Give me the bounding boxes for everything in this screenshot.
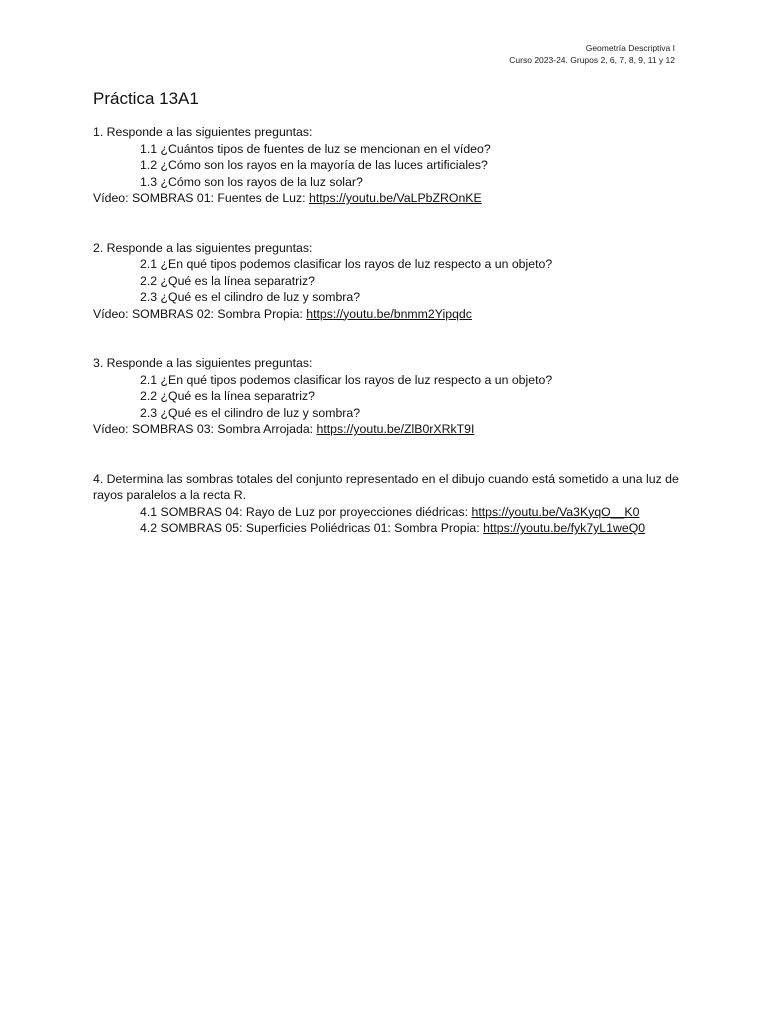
video-link[interactable]: https://youtu.be/bnmm2Yipqdc [306,306,472,321]
video-reference [93,190,693,207]
video-label: Vídeo: SOMBRAS 02: Sombra Propia: [93,306,307,321]
video-reference [93,520,693,537]
video-label: 4.1 SOMBRAS 04: Rayo de Luz por proyecciones diédricas: [140,504,472,519]
section-2 [93,240,693,323]
section-intro: 1. Responde a las siguientes preguntas: [93,125,313,139]
question-item: 1.2 ¿Cómo son los rayos en la mayoría de las luces artificiales? [140,158,488,172]
video-link[interactable]: https://youtu.be/VaLPbZROnKE [309,191,482,205]
video-link[interactable]: https://youtu.be/fyk7yL1weQ0 [483,521,646,535]
question-item: 2.1 ¿En qué tipos podemos clasificar los rayos de luz respecto a un objeto? [140,372,553,387]
document-body [93,124,693,570]
question-item: 1.3 ¿Cómo son los rayos de la luz solar? [140,174,363,189]
section-3 [93,355,693,438]
section-1 [93,124,693,207]
video-label: Vídeo: SOMBRAS 03: Sombra Arrojada: [93,422,317,436]
section-intro: 2. Responde a las siguientes preguntas: [93,240,313,255]
section-intro: 3. Responde a las siguientes preguntas: [93,356,313,370]
video-link[interactable]: https://youtu.be/ZlB0rXRkT9I [316,422,475,436]
question-item: 2.2 ¿Qué es la línea separatriz? [140,389,315,403]
page-title: Práctica 13A1 [93,89,199,108]
video-link[interactable]: https://youtu.be/Va3KyqO__K0 [471,504,640,519]
video-reference [93,421,693,438]
question-item: 2.2 ¿Qué es la línea separatriz? [140,273,315,288]
video-label: Vídeo: SOMBRAS 01: Fuentes de Luz: [93,191,309,205]
section-4 [93,471,693,537]
header-groups: Curso 2023-24. Grupos 2, 6, 7, 8, 9, 11 y 12 [509,55,675,65]
section-intro: 4. Determina las sombras totales del conjunto representado en el dibujo cuando está sometido a una luz de rayos paralelos a la recta R. [93,471,679,502]
header-course: Geometría Descriptiva I [585,43,675,53]
video-reference [93,504,693,521]
question-item: 2.3 ¿Qué es el cilindro de luz y sombra? [140,290,361,304]
question-item: 1.1 ¿Cuántos tipos de fuentes de luz se mencionan en el vídeo? [140,141,491,156]
page-header [509,42,675,66]
question-item: 2.3 ¿Qué es el cilindro de luz y sombra? [140,405,361,420]
video-label: 4.2 SOMBRAS 05: Superficies Poliédricas 01: Sombra Propia: [140,521,484,535]
question-item: 2.1 ¿En qué tipos podemos clasificar los rayos de luz respecto a un objeto? [140,257,553,271]
video-reference [93,306,693,323]
